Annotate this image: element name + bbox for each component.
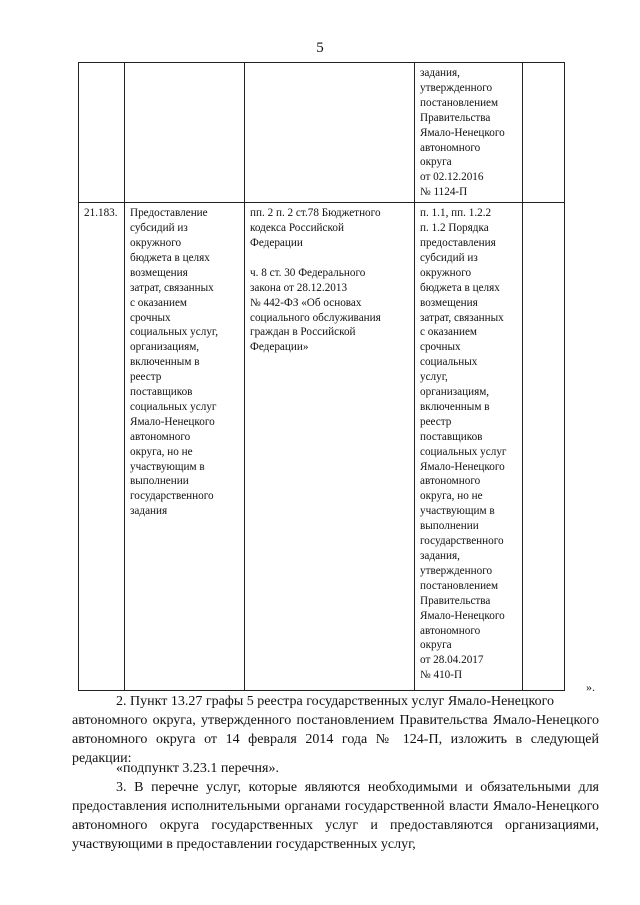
cell-service — [125, 63, 245, 203]
cell-number — [79, 63, 125, 203]
table-row — [79, 63, 565, 203]
cell-legal-basis — [245, 63, 415, 203]
registry-table — [78, 62, 565, 691]
paragraph-item-2 — [72, 692, 599, 768]
cell-procedure: п. 1.1, пп. 1.2.2 п. 1.2 Порядка предоставления субсидий из окружного бюджета в целях возмещения затрат, связанных с оказанием срочных социальных услуг, организациям, включенным в реестр поставщиков социальных услуг Ямало-Ненецкого автономного округа, но не участвующим в выполнении государственного задания, утвержденного постановлением Правительства Ямало-Ненецкого автономного округа от 28.04.2017 № 410-П — [415, 203, 523, 691]
cell-number: 21.183. — [79, 203, 125, 691]
paragraph-quote: «подпункт 3.23.1 перечня». — [116, 761, 279, 776]
cell-extra — [523, 63, 565, 203]
paragraph-item-3: 3. В перечне услуг, которые являются необходимыми и обязательными для предоставления исполнительными органами государственной власти Ямало-Ненецкого автономного округа государственных услуг и предоставляются организациями, участвующими в предоставлении государственных услуг, — [72, 780, 599, 852]
page-number: 5 — [316, 40, 324, 56]
closing-quote: ». — [586, 680, 595, 694]
cell-extra — [523, 203, 565, 691]
paragraph-continuation: автономного округа, утвержденного постановлением Правительства Ямало-Ненецкого автономного округа от 14 февраля 2014 года № 124-П, изложить в следующей редакции: — [72, 713, 599, 766]
cell-procedure: задания, утвержденного постановлением Правительства Ямало-Ненецкого автономного округа от 02.12.2016 № 1124-П — [415, 63, 523, 203]
paragraph-first-line: 2. Пункт 13.27 графы 5 реестра государственных услуг Ямало-Ненецкого — [116, 694, 554, 709]
table-row — [79, 203, 565, 691]
cell-legal-basis: пп. 2 п. 2 ст.78 Бюджетного кодекса Российской Федерации ч. 8 ст. 30 Федерального закона от 28.12.2013 № 442-ФЗ «Об основах социального обслуживания граждан в Российской Федерации» — [245, 203, 415, 691]
cell-service: Предоставление субсидий из окружного бюджета в целях возмещения затрат, связанных с оказанием срочных социальных услуг, организациям, включенным в реестр поставщиков социальных услуг Ямало-Ненецкого автономного округа, но не участвующим в выполнении государственного задания — [125, 203, 245, 691]
